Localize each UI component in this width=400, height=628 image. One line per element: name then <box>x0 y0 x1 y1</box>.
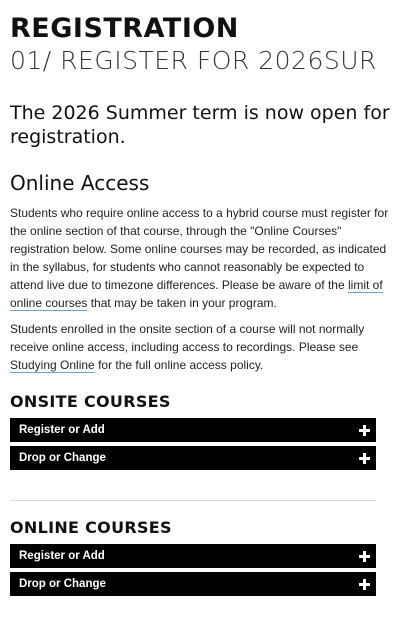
accordion-label: Drop or Change <box>19 578 106 590</box>
online-access-heading: Online Access <box>10 171 150 195</box>
onsite-drop-or-change-toggle[interactable] <box>10 446 376 470</box>
accordion-label: Drop or Change <box>19 452 106 464</box>
plus-icon <box>359 551 370 562</box>
studying-online-link[interactable]: Studying Online <box>10 358 95 372</box>
paragraph-text: Students enrolled in the onsite section of a course will not normally receive online access, including access to recordings. Please see <box>10 322 365 354</box>
accordion-label: Register or Add <box>19 424 105 436</box>
paragraph-text: Students who require online access to a hybrid course must register for the online section of that course, through the "Online Courses" registration below. Some online courses may be recorded, as indicated in the syllabus, for students who cannot reasonably be expected to attend live due to timezone differences. Please be aware of the <box>10 206 389 292</box>
plus-icon <box>359 425 370 436</box>
paragraph-text: for the full online access policy. <box>94 358 264 372</box>
paragraph-text: that may be taken in your program. <box>87 296 277 310</box>
online-access-paragraph-2 <box>10 320 390 374</box>
onsite-courses-heading: ONSITE COURSES <box>10 392 171 411</box>
intro-text: The 2026 Summer term is now open for registration. <box>10 102 390 148</box>
plus-icon <box>359 453 370 464</box>
accordion-label: Register or Add <box>19 550 105 562</box>
online-courses-accordion <box>10 544 390 596</box>
registration-page <box>0 14 400 596</box>
plus-icon <box>359 579 370 590</box>
online-courses-heading: ONLINE COURSES <box>10 518 172 537</box>
page-title: REGISTRATION <box>10 13 239 44</box>
limit-of-online-courses-link[interactable]: limit of online courses <box>10 278 383 310</box>
online-register-or-add-toggle[interactable] <box>10 544 376 568</box>
onsite-register-or-add-toggle[interactable] <box>10 418 376 442</box>
online-access-paragraph-1 <box>10 204 390 312</box>
online-drop-or-change-toggle[interactable] <box>10 572 376 596</box>
onsite-courses-accordion <box>10 418 390 470</box>
page-subtitle: 01/ REGISTER FOR 2026SUR <box>10 46 377 75</box>
section-divider <box>10 500 376 501</box>
